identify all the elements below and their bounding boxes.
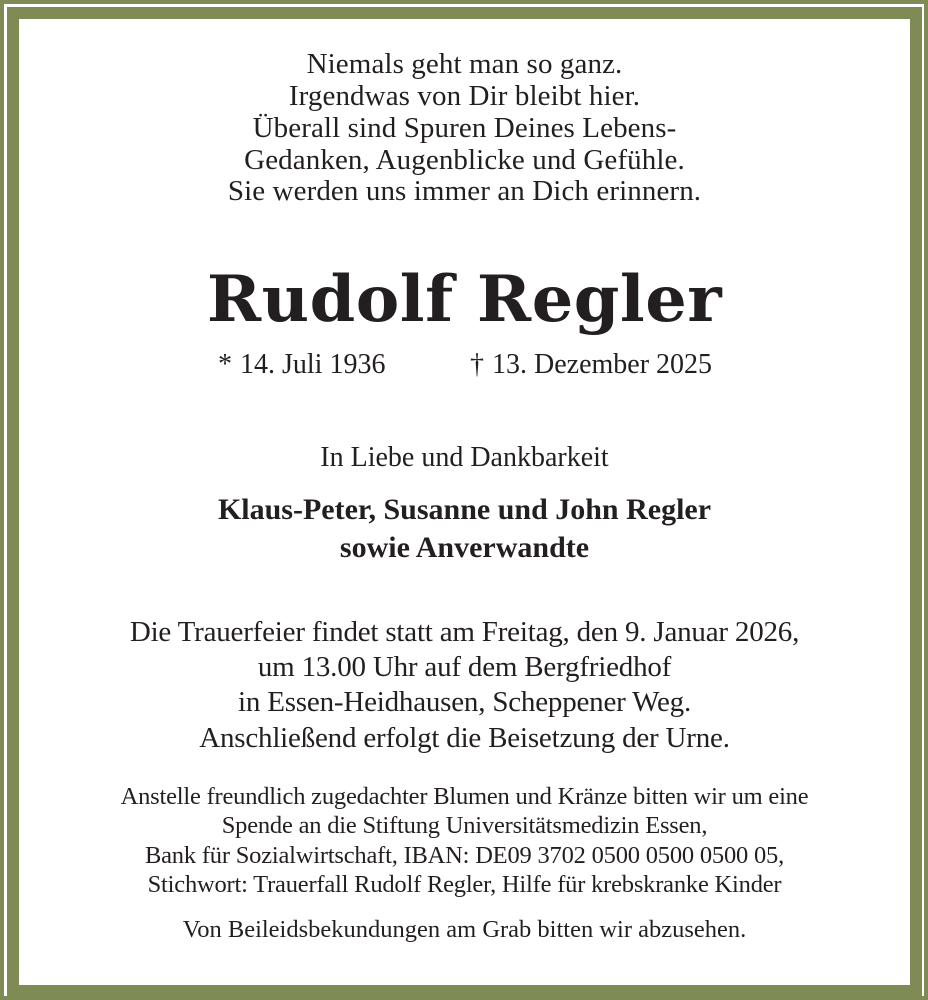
birth-date: 14. Juli 1936 — [240, 349, 386, 380]
obituary-notice — [19, 19, 910, 985]
death-cross-icon: † — [470, 349, 484, 380]
donation-iban-line: Bank für Sozialwirtschaft, IBAN: DE09 3702 0500 0500 0500 05, — [144, 842, 784, 869]
dedication-line: In Liebe und Dankbarkeit — [320, 442, 609, 473]
poem-line: Überall sind Spuren Deines Lebens- — [252, 112, 677, 144]
donation-line: Spende an die Stiftung Universitätsmedizin Essen, — [221, 812, 708, 839]
poem-line: Sie werden uns immer an Dich erinnern. — [227, 175, 702, 207]
poem-line: Gedanken, Augenblicke und Gefühle. — [244, 144, 685, 176]
donation-line: Anstelle freundlich zugedachter Blumen und Kränze bitten wir um eine — [120, 783, 809, 810]
life-dates — [19, 347, 910, 383]
closing-note: Von Beileidsbekundungen am Grab bitten wir abzusehen. — [182, 916, 747, 943]
death-date: 13. Dezember 2025 — [492, 349, 713, 380]
poem-line: Niemals geht man so ganz. — [306, 48, 623, 80]
birth-date-group — [218, 347, 385, 383]
funeral-line: Die Trauerfeier findet statt am Freitag, den 9. Januar 2026, — [129, 616, 800, 648]
donation-keyword-line: Stichwort: Trauerfall Rudolf Regler, Hilfe für krebskranke Kinder — [147, 871, 782, 898]
funeral-line: um 13.00 Uhr auf dem Bergfriedhof — [257, 651, 672, 683]
deceased-name: Rudolf Regler — [206, 262, 723, 337]
mourner-relatives: sowie Anverwandte — [339, 531, 590, 564]
poem-line: Irgendwas von Dir bleibt hier. — [288, 80, 641, 112]
mourner-names: Klaus-Peter, Susanne und John Regler — [217, 493, 712, 526]
funeral-line: Anschließend erfolgt die Beisetzung der Urne. — [199, 722, 730, 754]
death-date-group — [470, 347, 712, 383]
birth-star-icon: * — [218, 349, 232, 380]
funeral-line: in Essen-Heidhausen, Scheppener Weg. — [238, 686, 691, 718]
